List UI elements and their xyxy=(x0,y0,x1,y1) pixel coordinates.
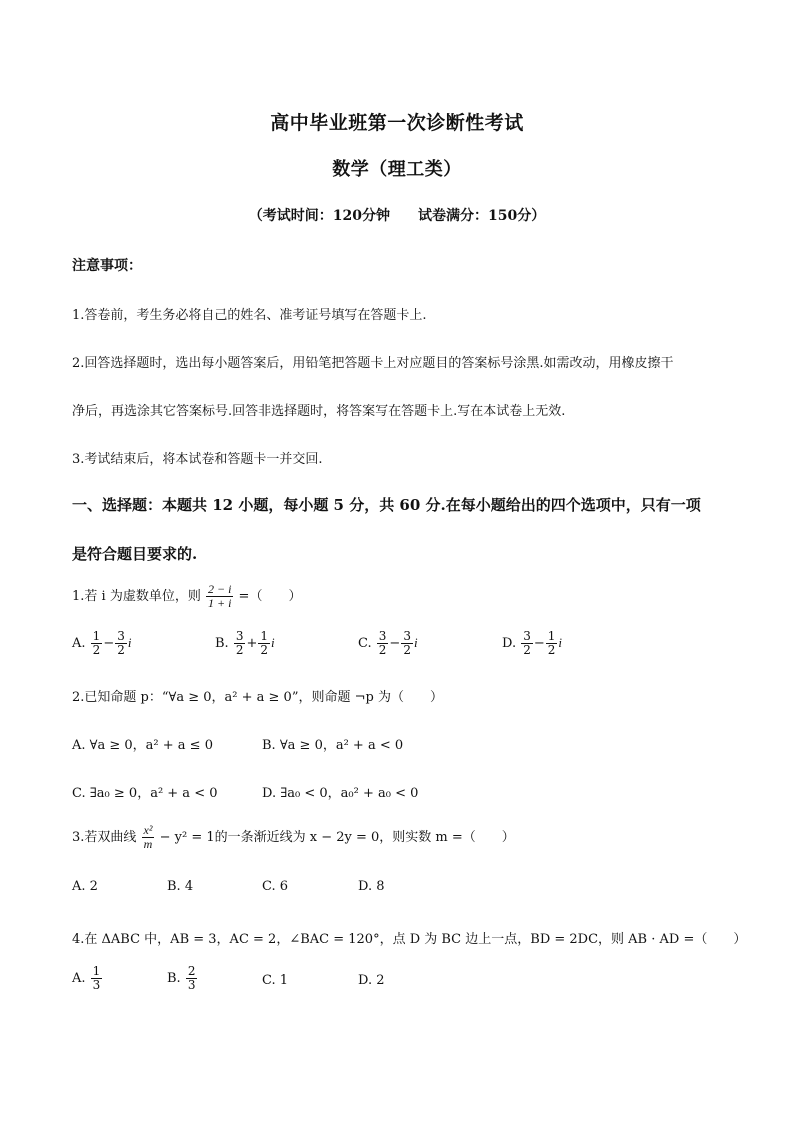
question-4-stem: 4.在 ΔABC 中，AB = 3，AC = 2，∠BAC = 120°，点 D 为 BC 边上一点，BD = 2DC，则 AB · AD =（ ） xyxy=(72,932,747,947)
notes-item-3: 3.考试结束后，将本试卷和答题卡一并交回. xyxy=(72,452,323,467)
question-4-option-d[interactable]: D. 2 xyxy=(358,973,385,988)
question-3-fraction: $\frac{\text{x²}}{m}$ xyxy=(143,823,153,851)
question-3-option-b[interactable]: B. 4 xyxy=(167,879,194,894)
notes-item-1: 1.答卷前，考生务必将自己的姓名、准考证号填写在答题卡上. xyxy=(72,308,427,323)
question-1-fraction-numerator: 2 − i xyxy=(207,582,232,596)
question-3-option-c[interactable]: C. 6 xyxy=(262,879,289,894)
question-2-option-d[interactable]: D. ∃a₀ < 0，a₀² + a₀ < 0 xyxy=(262,786,419,801)
question-2-option-a[interactable]: A. ∀a ≥ 0，a² + a ≤ 0 xyxy=(72,738,213,753)
section-1-heading-line-1: 一、选择题：本题共 12 小题，每小题 5 分，共 60 分.在每小题给出的四个选项中，只有一项 xyxy=(72,496,701,514)
question-2-option-c[interactable]: C. ∃a₀ ≥ 0，a² + a < 0 xyxy=(72,786,218,801)
question-1-fraction-denominator: 1 + i xyxy=(207,596,232,610)
question-2-stem: 2.已知命题 p：“∀a ≥ 0，a² + a ≥ 0”，则命题 ¬p 为（ ） xyxy=(72,690,443,705)
question-4-option-b[interactable]: B. $\frac{2}{3}$ xyxy=(167,964,196,992)
section-1-heading-line-2: 是符合题目要求的. xyxy=(72,545,198,563)
notes-item-2-line-1: 2.回答选择题时，选出每小题答案后，用铅笔把答题卡上对应题目的答案标号涂黑.如需改动，用橡皮擦干 xyxy=(72,356,674,371)
exam-subtitle: 数学（理工类） xyxy=(332,159,462,180)
question-3-suffix: − y² = 1的一条渐近线为 x − 2y = 0，则实数 m =（ ） xyxy=(159,830,515,845)
question-1-option-a[interactable]: A. $\frac{1}{2}$ − $\frac{3}{2}$ i xyxy=(72,629,132,657)
question-2-option-b[interactable]: B. ∀a ≥ 0，a² + a < 0 xyxy=(262,738,404,753)
question-3-option-d[interactable]: D. 8 xyxy=(358,879,385,894)
notes-heading: 注意事项： xyxy=(72,258,142,274)
question-1-prefix: 1.若 i 为虚数单位，则 xyxy=(72,589,201,604)
question-4-option-a[interactable]: A. $\frac{1}{3}$ xyxy=(72,964,101,992)
exam-info: （考试时间：120分钟 试卷满分：150分） xyxy=(248,208,546,224)
question-3-option-a[interactable]: A. 2 xyxy=(72,879,98,894)
exam-title: 高中毕业班第一次诊断性考试 xyxy=(270,112,524,134)
question-1-stem xyxy=(72,583,301,610)
question-1-option-c[interactable]: C. $\frac{3}{2}$ − $\frac{3}{2}$ i xyxy=(358,629,418,657)
question-1-suffix: =（ ） xyxy=(238,589,302,604)
question-1-option-b[interactable]: B. $\frac{3}{2}$ + $\frac{1}{2}$ i xyxy=(215,629,275,657)
notes-item-2-line-2: 净后，再选涂其它答案标号.回答非选择题时，将答案写在答题卡上.写在本试卷上无效. xyxy=(72,404,566,419)
question-3-stem xyxy=(72,824,515,851)
question-1-option-d[interactable]: D. $\frac{3}{2}$ − $\frac{1}{2}$ i xyxy=(502,629,563,657)
question-4-option-c[interactable]: C. 1 xyxy=(262,973,289,988)
question-1-fraction xyxy=(206,583,233,610)
question-3-prefix: 3.若双曲线 xyxy=(72,830,137,845)
